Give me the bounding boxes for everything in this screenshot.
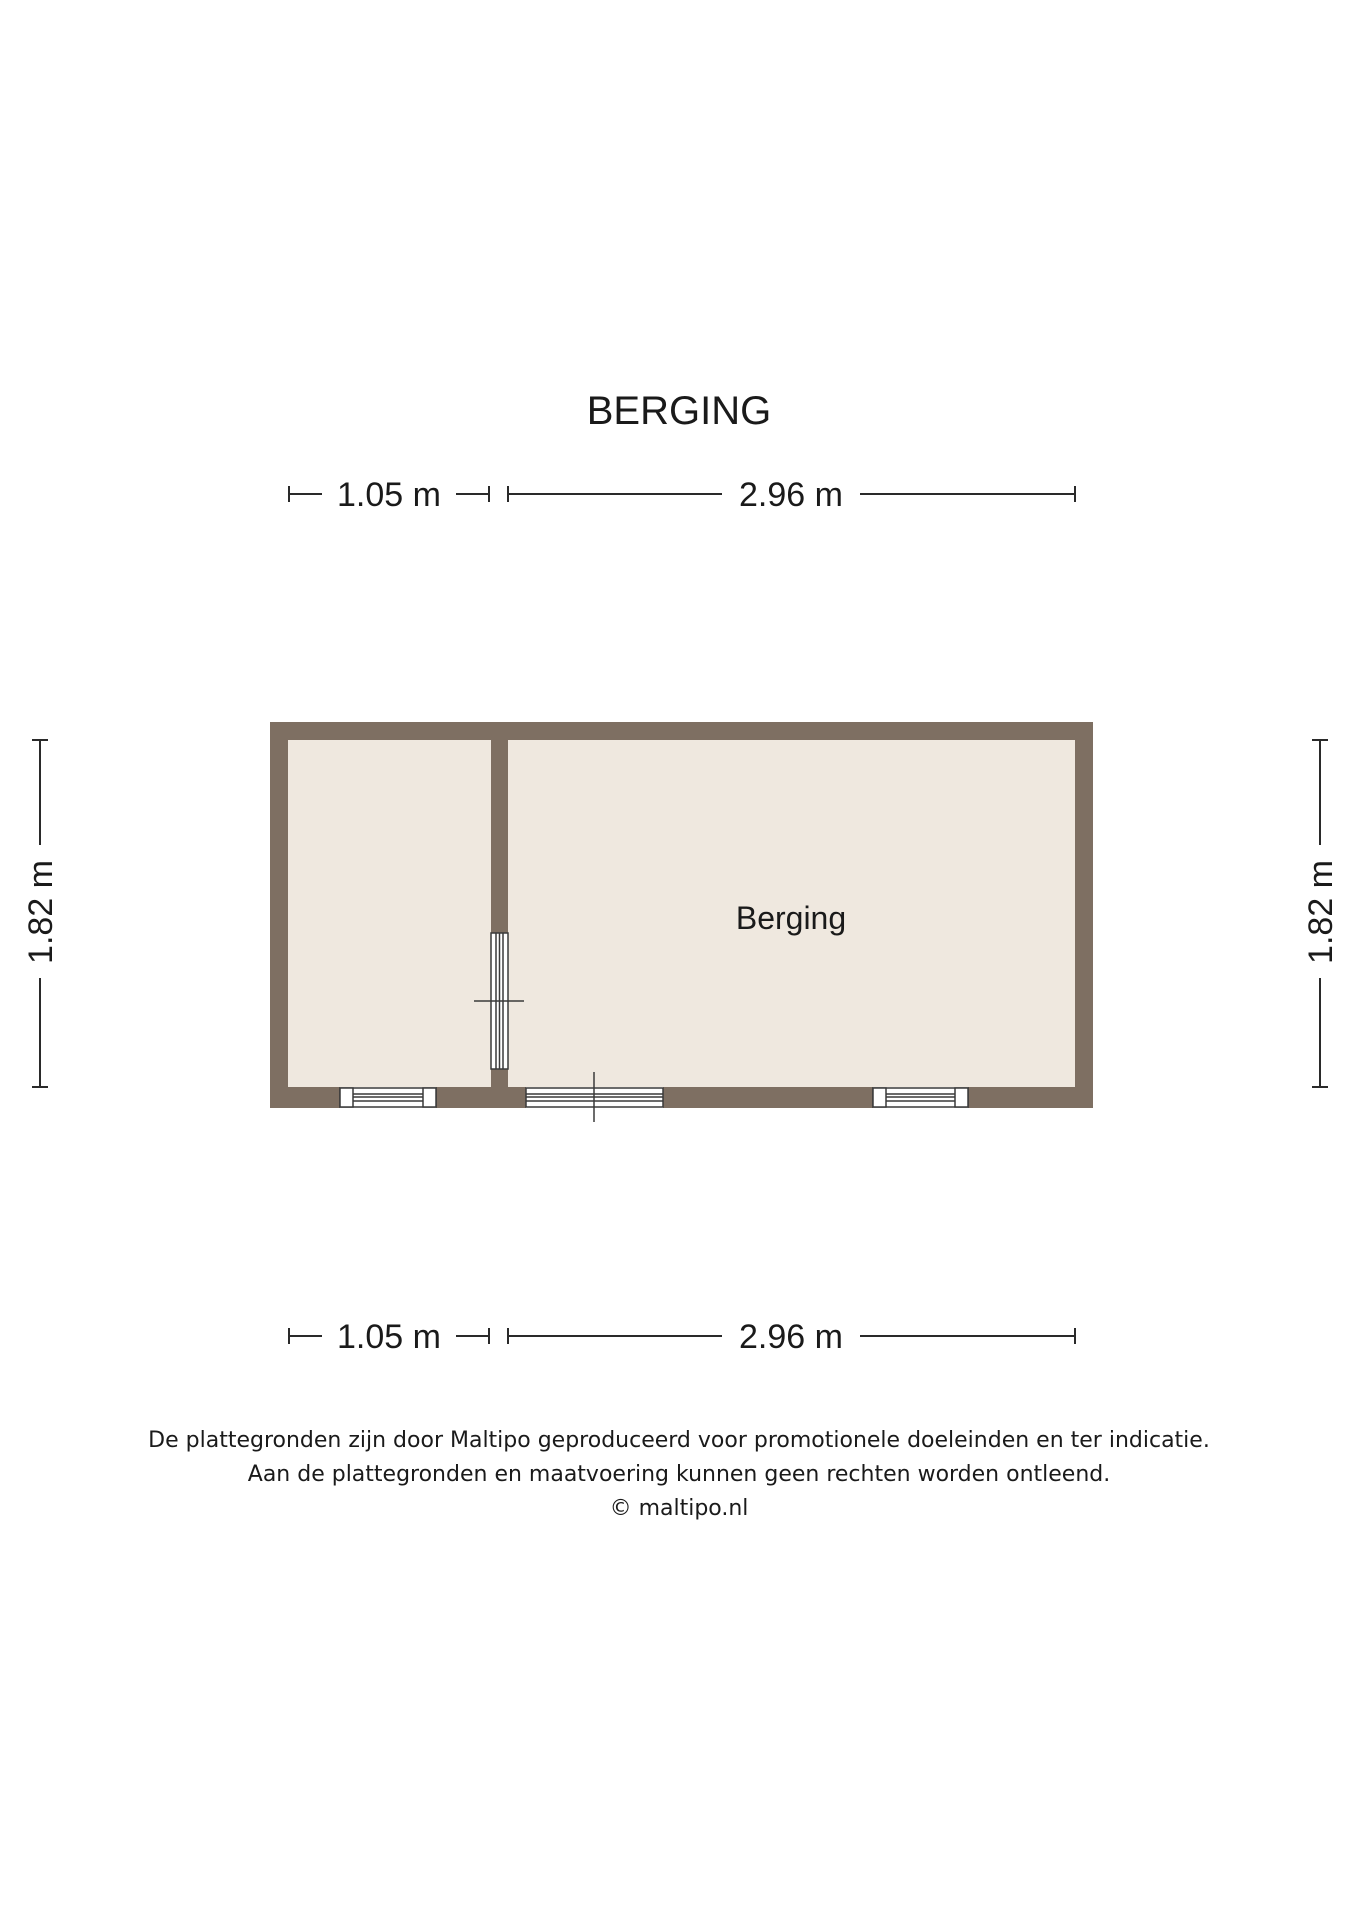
dimension-top-right: 2.96 m xyxy=(739,476,843,514)
dimension-top-left: 1.05 m xyxy=(337,476,441,514)
disclaimer-line-2: Aan de plattegronden en maatvoering kunnen geen rechten worden ontleend. xyxy=(247,1462,1111,1487)
wall-top xyxy=(270,722,1093,740)
wall-bottom-seg-1 xyxy=(270,1087,340,1108)
wall-divider-upper xyxy=(491,740,508,933)
dimension-bottom-left: 1.05 m xyxy=(337,1318,441,1356)
disclaimer-copyright: © maltipo.nl xyxy=(609,1496,749,1521)
wall-bottom-seg-4 xyxy=(968,1087,1093,1108)
dimension-left: 1.82 m xyxy=(22,860,60,964)
window-bottom-left xyxy=(340,1088,436,1107)
dimension-bottom-right: 2.96 m xyxy=(739,1318,843,1356)
wall-left xyxy=(270,722,288,1108)
wall-right xyxy=(1075,722,1093,1108)
room-label-berging: Berging xyxy=(735,900,847,936)
disclaimer-line-1: De plattegronden zijn door Maltipo geproduceerd voor promotionele doeleinden en ter indicatie. xyxy=(148,1428,1210,1453)
wall-divider-lower xyxy=(491,1069,508,1087)
window-bottom-right xyxy=(873,1088,968,1107)
dimension-right: 1.82 m xyxy=(1302,860,1340,964)
wall-bottom-seg-2 xyxy=(436,1087,526,1108)
floor-small-room xyxy=(288,740,491,1087)
plan-title: BERGING xyxy=(586,389,772,433)
disclaimer xyxy=(0,1424,1358,1526)
wall-bottom-seg-3 xyxy=(663,1087,873,1108)
